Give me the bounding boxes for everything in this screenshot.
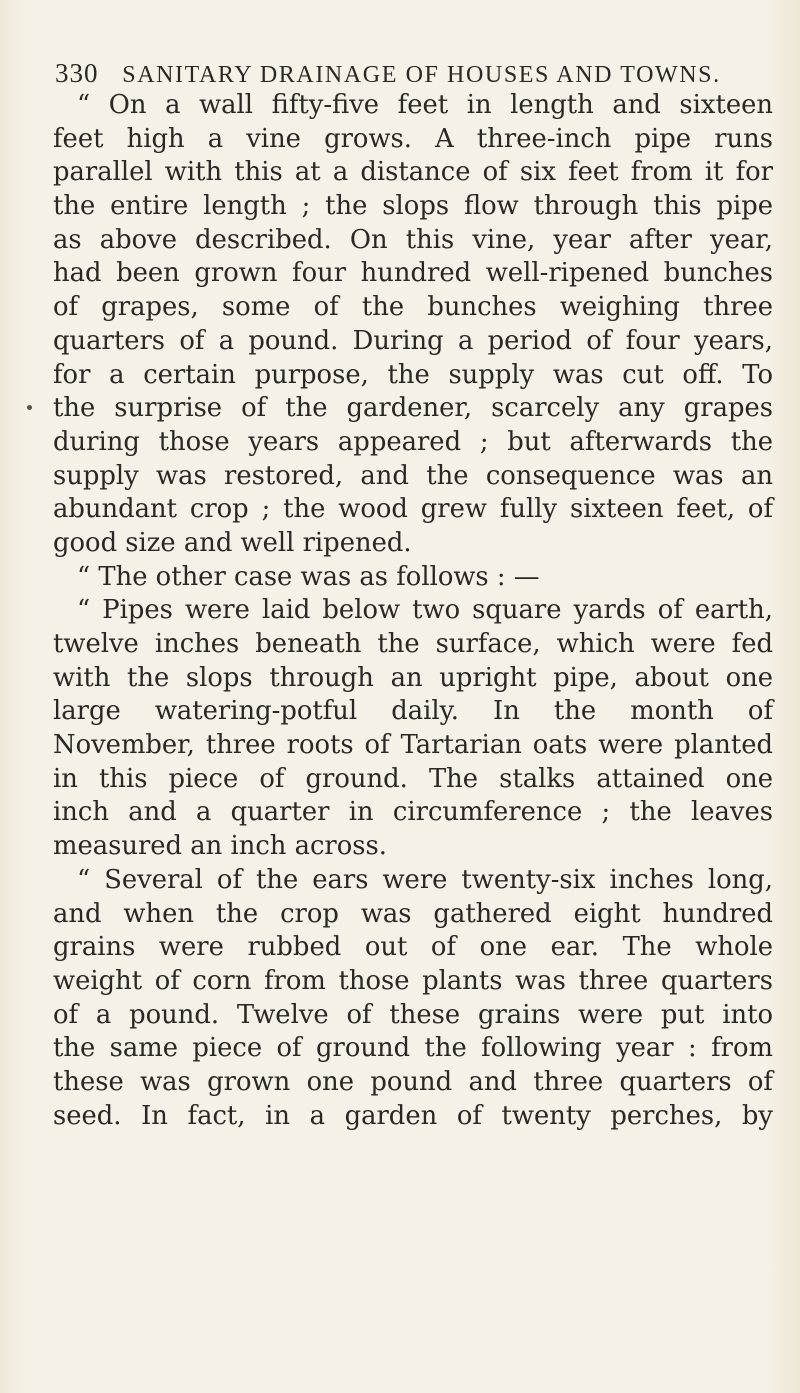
text-line: the surprise of the gardener, scarcely any grapes: [53, 393, 773, 424]
text-line: for a certain purpose, the supply was cut off. To: [53, 359, 773, 390]
margin-dot: [27, 405, 32, 410]
text-line: feet high a vine grows. A three-inch pipe runs: [53, 123, 773, 154]
text-line: in this piece of ground. The stalks attained one: [53, 763, 773, 794]
page-header: [55, 60, 775, 87]
text-line: the same piece of ground the following year : from: [53, 1033, 773, 1064]
text-line: and when the crop was gathered eight hundred: [53, 898, 773, 929]
text-line: “ On a wall fifty-five feet in length and sixteen: [77, 90, 773, 120]
running-title: SANITARY DRAINAGE OF HOUSES AND TOWNS.: [122, 62, 721, 88]
text-line: large watering-potful daily. In the month of: [53, 696, 773, 727]
text-line: inch and a quarter in circumference ; the leaves: [53, 797, 773, 828]
text-line: of grapes, some of the bunches weighing three: [53, 292, 773, 323]
text-line: with the slops through an upright pipe, about one: [53, 662, 773, 693]
text-line: during those years appeared ; but afterwards the: [53, 426, 773, 457]
text-line: quarters of a pound. During a period of four years,: [53, 325, 773, 356]
page-number: 330: [55, 58, 99, 88]
text-line: “ Several of the ears were twenty-six inches long,: [77, 864, 773, 895]
text-line: seed. In fact, in a garden of twenty perches, by: [53, 1100, 773, 1131]
text-line: good size and well ripened.: [53, 527, 412, 558]
text-line: the entire length ; the slops flow through this pipe: [53, 191, 773, 222]
text-line: of a pound. Twelve of these grains were put into: [53, 999, 773, 1030]
text-line: parallel with this at a distance of six feet from it for: [53, 157, 773, 188]
text-line: as above described. On this vine, year after year,: [53, 224, 773, 255]
text-line: “ Pipes were laid below two square yards of earth,: [77, 595, 773, 626]
text-line: twelve inches beneath the surface, which were fed: [53, 629, 773, 659]
text-line: these was grown one pound and three quarters of: [53, 1066, 773, 1097]
text-line: November, three roots of Tartarian oats were planted: [53, 730, 773, 761]
body-text: [53, 89, 773, 1133]
text-line: supply was restored, and the consequence was an: [53, 460, 773, 491]
text-line: had been grown four hundred well-ripened bunches: [53, 258, 773, 289]
text-line: abundant crop ; the wood grew fully sixteen feet, of: [53, 494, 773, 525]
text-line: measured an inch across.: [53, 831, 387, 862]
text-line: weight of corn from those plants was three quarters: [53, 965, 773, 996]
text-line: “ The other case was as follows : —: [77, 561, 540, 592]
text-line: grains were rubbed out of one ear. The whole: [53, 932, 773, 963]
